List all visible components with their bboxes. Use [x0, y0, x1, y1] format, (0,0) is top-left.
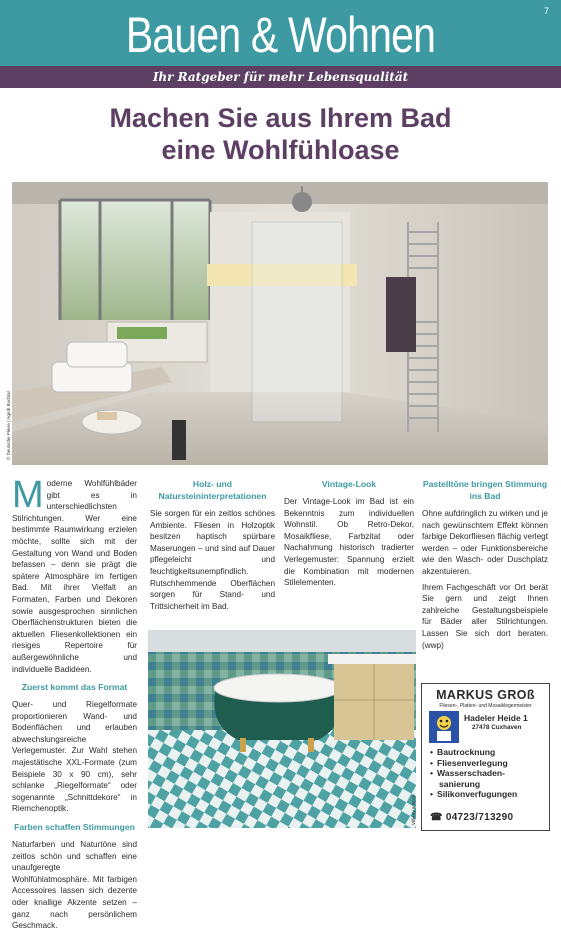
subheading-format: Zuerst kommt das Format: [21, 682, 128, 693]
masthead-title: Bauen & Wohnen: [125, 7, 436, 63]
headline-line-1: Machen Sie aus Ihrem Bad: [109, 103, 452, 133]
page-number: 7: [543, 6, 549, 16]
paragraph-colors: Naturfarben und Naturtöne sind zeitlos schön und schaffen eine unaufgeregte Wohlfühlatmosphäre. Mit farbigen Accessoires lassen sich dezente oder knallige Akzente setzen – ganz nach persönlichem Geschmack.: [12, 840, 137, 931]
vintage-bathroom-illustration: [148, 630, 416, 828]
ad-service-item: • Fliesenverlegung: [430, 758, 548, 769]
bathroom-photo: [12, 182, 548, 465]
subheading-wood-stone: Holz- und Natursteininterpretationen: [158, 479, 267, 501]
ad-service-item: • Bautrocknung: [430, 747, 548, 758]
article-column-2: [150, 478, 275, 616]
paragraph-pastel: Ohne aufdringlich zu wirken und je nach gewünschtem Effekt können farbige Dekorfliesen flächig verlegt werden – oder Funktionsbereiche wie den Wasch- oder Duschplatz akzentuieren.: [422, 509, 548, 576]
photo1-credit: © Deutsche Fliese / Agrob Buchtal: [6, 391, 11, 460]
article-column-3: [284, 478, 414, 593]
paragraph-format: Quer- und Riegelformate proportionieren Wand- und Bodenflächen und erlauben abwechslungsreiche Verlegemuster. Zur Wahl stehen majestätische XXL-Formate (zum Beispiele 30 x 90 cm), sehr schlanke „Riegelformate“ oder sogenannte „Schnittdekore“ in Riemchenoptik.: [12, 700, 137, 814]
subheading-vintage: Vintage-Look: [321, 479, 377, 489]
tiler-logo-icon: [429, 711, 459, 743]
article-headline: [20, 102, 541, 166]
article-column-1: [12, 474, 137, 936]
drop-cap: M: [12, 474, 44, 516]
headline-line-2: eine Wohlfühloase: [161, 135, 400, 165]
subheading-pastel: Pastelltöne bringen Stimmung ins Bad: [422, 479, 548, 501]
vintage-bathroom-photo: [148, 630, 416, 828]
bathroom-illustration: [12, 182, 548, 465]
article-column-4: [422, 478, 548, 655]
advertisement-box: [421, 683, 550, 831]
paragraph-vintage: Der Vintage-Look im Bad ist ein Bekenntnis zum individuellen Wohnstil. Ob Retro-Dekor, Mosaikfliese, Farbzitat oder Nachahmung historisch tradierter Verlegemuster: Spannung erzielt die Kombination mit modernen Stilelementen.: [284, 497, 414, 588]
ad-company-subtitle: Fliesen-, Platten- und Mosaiklegermeister: [439, 703, 532, 709]
ad-service-item: sanierung: [439, 778, 481, 789]
subheading-colors: Farben schaffen Stimmungen: [14, 822, 135, 833]
tagline: Ihr Ratgeber für mehr Lebensqualität: [152, 70, 409, 84]
paragraph-wood-stone: Sie sorgen für ein zeitlos schönes Ambiente. Fliesen in Holzoptik besitzen haptisch spürbare Maserungen – und sind auf Dauer pflegeleicht und feuchtigkeitsunempfindlich. Rutschhemmende Oberflächen sorgen für Stand- und Trittsicherheit im Bad.: [150, 509, 275, 611]
ad-street: Hadeler Heide 1: [464, 713, 528, 723]
ad-services-list: [430, 747, 548, 800]
photo2-credit: Villeroy & Boch: [411, 794, 416, 825]
ad-service-item: • Silikonverfugungen: [430, 789, 548, 800]
ad-city: 27478 Cuxhaven: [472, 724, 522, 731]
intro-text: oderne Wohlfühlbäder gibt es in unterschiedlichsten Stilrichtungen. Wer eine bestimmte Raumwirkung erzielen möchte, sollte sich mit der Gestaltung von Wand und Boden befassen – denn sie prägt die spätere Atmosphäre im fertigen Bad. Mit ihrer Vielfalt an Formaten, Farben und Dekoren sowie ausgesprochen sinnlichen Oberflächenstrukturen bieten die aktuellen Fliesenkollektionen ein riesiges Repertoire für außergewöhnliche und individuelle Badideen.: [12, 479, 137, 674]
ad-service-item: • Wasserschaden-: [430, 768, 548, 779]
paragraph-closing: Ihrem Fachgeschäft vor Ort berät Sie gern und zeigt Ihnen zahlreiche Gestaltungsbeispiele für Bäder aller Stilrichtungen. Lassen Sie sich dort beraten. (wwp): [422, 582, 548, 650]
ad-phone-number: ☎ 04723/713290: [430, 812, 514, 823]
ad-company-name: MARKUS GROß: [436, 688, 535, 702]
